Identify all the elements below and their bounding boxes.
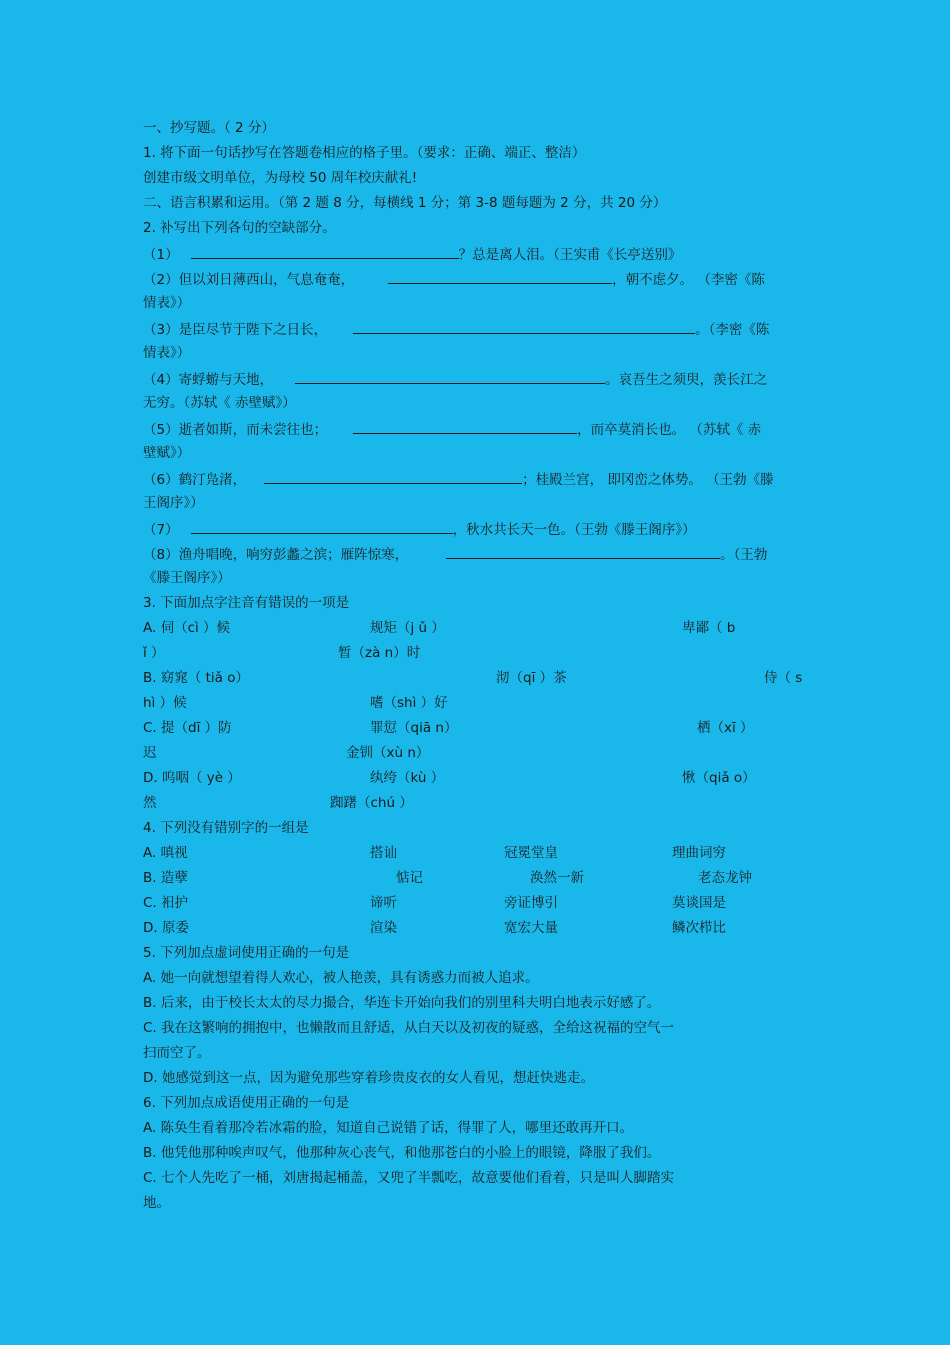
q6-option-a: A. 陈奂生看着那冷若冰霜的脸，知道自己说错了话，得罪了人，哪里还敢再开口。 — [143, 1120, 634, 1136]
q3-option-b: B. 窈窕（ tiǎ o） — [143, 670, 250, 686]
q3-option-a-item: 暂（zà n）时 — [338, 645, 421, 661]
q3-option-d-item: 然 — [143, 795, 157, 811]
question-3: 3. 下面加点字注音有错误的一项是 — [143, 595, 350, 611]
q3-option-b-item: 侍（ s — [764, 670, 803, 686]
fill-blank[interactable] — [353, 319, 695, 334]
q6-option-c: C. 七个人先吃了一桶，刘唐揭起桶盖，又兜了半瓢吃，故意要他们看着，只是叫人脚踏实 — [143, 1170, 675, 1186]
q4-word: 宽宏大量 — [504, 920, 558, 936]
fill-blank[interactable] — [191, 244, 459, 259]
q4-word: 搭讪 — [370, 845, 397, 861]
question-6: 6. 下列加点成语使用正确的一句是 — [143, 1095, 350, 1111]
q3-option-c-item: 栖（xī ） — [697, 720, 754, 736]
fill-2: （2）但以刘日薄西山，气息奄奄， ，朝不虑夕。 （李密《陈 — [143, 269, 765, 289]
question-4: 4. 下列没有错别字的一组是 — [143, 820, 309, 836]
q4-word: 冠冕堂皇 — [504, 845, 558, 861]
q3-option-d-item: 踟躇（chú ） — [330, 795, 413, 811]
fill-5: （5）逝者如斯，而未尝往也； ，而卒莫消长也。 （苏轼《 赤 — [143, 419, 761, 439]
q4-word: 渲染 — [370, 920, 397, 936]
question-1: 1. 将下面一句话抄写在答题卷相应的格子里。（要求：正确、端正、整洁） — [143, 145, 586, 161]
question-2: 2. 补写出下列各句的空缺部分。 — [143, 220, 336, 236]
fill-6: （6）鹤汀凫渚， ；桂殿兰宫， 即冈峦之体势。 （王勃《滕 — [143, 469, 774, 489]
fill-7: （7） ，秋水共长天一色。（王勃《滕王阁序》） — [143, 519, 696, 539]
q4-word: 老态龙钟 — [698, 870, 752, 886]
q4-word: 旁证博引 — [504, 895, 558, 911]
q5-option-c-cont: 扫而空了。 — [143, 1045, 211, 1061]
fill-8: （8）渔舟唱晚，响穷彭蠡之滨；雁阵惊寒， 。（王勃 — [143, 544, 767, 564]
fill-6-cont: 王阁序》） — [143, 495, 204, 511]
q3-option-d-item: 纨绔（kù ） — [370, 770, 445, 786]
fill-5-cont: 壁赋》） — [143, 445, 191, 461]
q4-word: 莫谈国是 — [672, 895, 726, 911]
q4-word: 理曲词穷 — [672, 845, 726, 861]
fill-2-cont: 情表》） — [143, 295, 191, 311]
section2-title: 二、语言积累和运用。（第 2 题 8 分，每横线 1 分；第 3-8 题每题为 2 分，共 20 分） — [143, 195, 667, 211]
q4-option-a: A. 嗔视 — [143, 845, 188, 861]
q3-option-d-item: 愀（qiǎ o） — [682, 770, 756, 786]
q3-option-a-item: 规矩（j ǔ ） — [370, 620, 445, 636]
q3-option-c-item: 罪愆（qiā n） — [370, 720, 458, 736]
q5-option-a: A. 她一向就想望着得人欢心，被人艳羡，具有诱惑力而被人追求。 — [143, 970, 539, 986]
copy-sentence: 创建市级文明单位，为母校 50 周年校庆献礼! — [143, 170, 418, 186]
question-5: 5. 下列加点虚词使用正确的一句是 — [143, 945, 350, 961]
q3-option-b-item: 嗜（shì ）好 — [370, 695, 448, 711]
fill-4-cont: 无穷。（苏轼《 赤壁赋》） — [143, 395, 296, 411]
q3-option-c-item: 迟 — [143, 745, 157, 761]
q4-word: 涣然一新 — [530, 870, 584, 886]
fill-blank[interactable] — [191, 519, 453, 534]
fill-blank[interactable] — [446, 544, 720, 559]
q3-option-c: C. 提（dī ）防 — [143, 720, 232, 736]
q3-option-b-item: hì ）候 — [143, 695, 187, 711]
q3-option-d: D. 呜咽（ yè ） — [143, 770, 241, 786]
q4-word: 惦记 — [396, 870, 423, 886]
q4-word: 谛听 — [370, 895, 397, 911]
section1-title: 一、抄写题。（ 2 分） — [143, 120, 275, 136]
q6-option-b: B. 他凭他那种唉声叹气，他那种灰心丧气，和他那苍白的小脸上的眼镜，降服了我们。 — [143, 1145, 661, 1161]
q3-option-a-item: 卑鄙（ b — [682, 620, 736, 636]
q6-option-c-cont: 地。 — [143, 1195, 170, 1211]
q4-option-c: C. 衵护 — [143, 895, 189, 911]
fill-3: （3）是臣尽节于陛下之日长， 。（李密《陈 — [143, 319, 769, 339]
q3-option-c-item: 金钏（xù n） — [346, 745, 430, 761]
q3-option-b-item: 沏（qī ）茶 — [496, 670, 567, 686]
q4-option-d: D. 原委 — [143, 920, 189, 936]
q3-option-a: A. 伺（cì ）候 — [143, 620, 231, 636]
fill-1: （1） ？总是离人泪。（王实甫《长亭送别》 — [143, 244, 681, 264]
fill-blank[interactable] — [264, 469, 522, 484]
fill-blank[interactable] — [388, 269, 612, 284]
q4-word: 鳞次栉比 — [672, 920, 726, 936]
q3-option-a-item: ǐ ） — [143, 645, 165, 661]
fill-8-cont: 《滕王阁序》） — [143, 570, 231, 586]
fill-3-cont: 情表》） — [143, 345, 191, 361]
q5-option-c: C. 我在这繁响的拥抱中，也懒散而且舒适，从白天以及初夜的疑惑，全给这祝福的空气一 — [143, 1020, 675, 1036]
fill-blank[interactable] — [353, 419, 577, 434]
fill-4: （4）寄蜉蝣与天地， 。哀吾生之须臾，羡长江之 — [143, 369, 767, 389]
q5-option-b: B. 后来，由于校长太太的尽力撮合，华连卡开始向我们的别里科夫明白地表示好感了。 — [143, 995, 661, 1011]
fill-blank[interactable] — [295, 369, 605, 384]
q5-option-d: D. 她感觉到这一点，因为避免那些穿着珍贵皮衣的女人看见，想赶快逃走。 — [143, 1070, 594, 1086]
q4-option-b: B. 造孽 — [143, 870, 188, 886]
